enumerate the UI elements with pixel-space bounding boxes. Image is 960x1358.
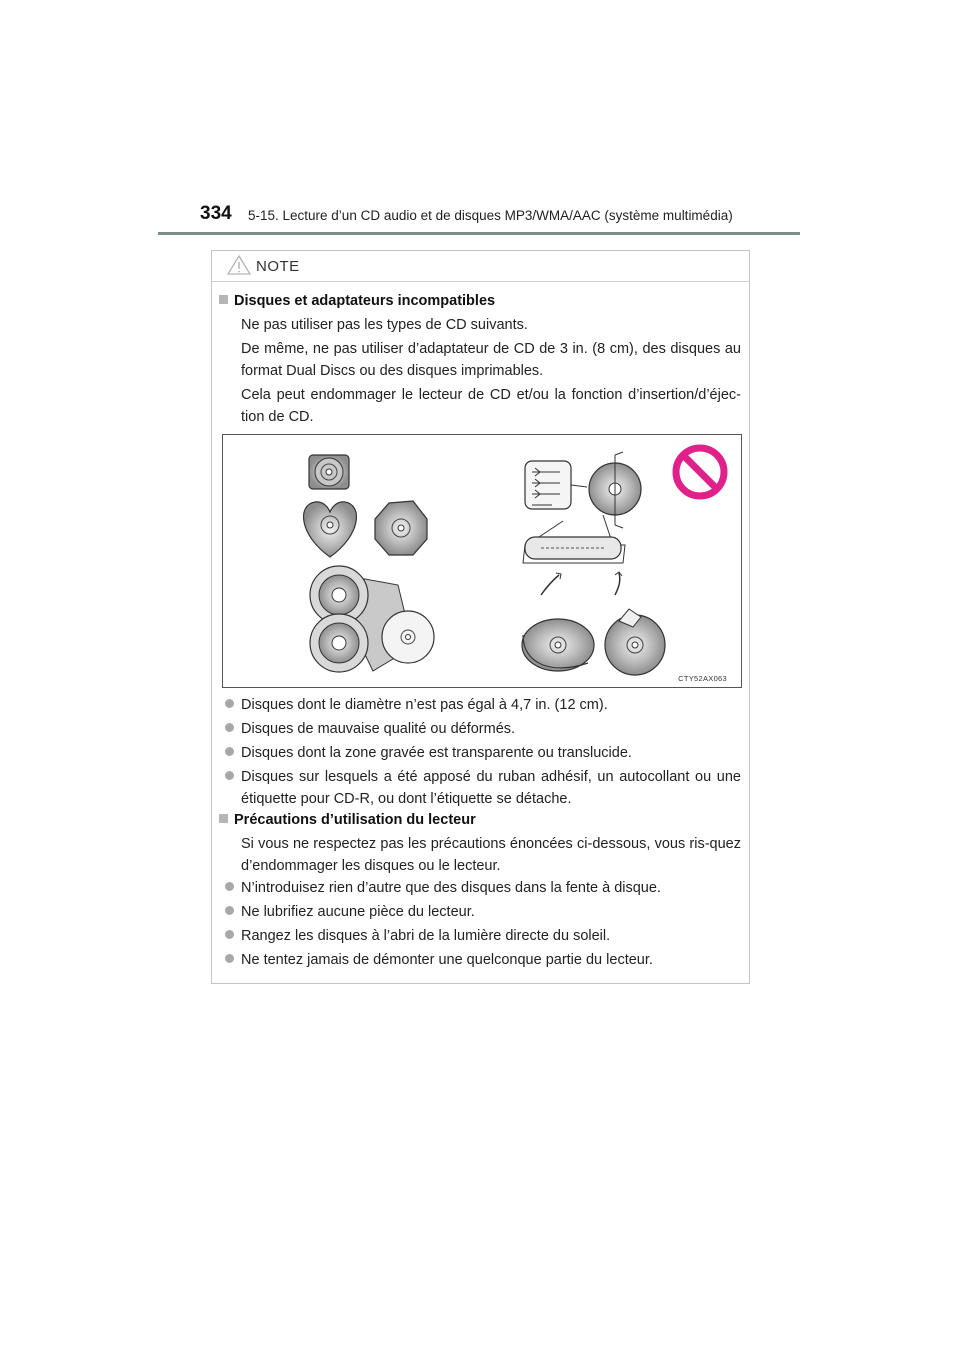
adapter-disc-icon (310, 566, 434, 672)
list-item: Disques de mauvaise qualité ou déformés. (225, 718, 745, 740)
peeling-label-disc-icon (605, 572, 665, 675)
section-square-icon (219, 814, 228, 823)
section-title-player-precautions: Précautions d’utilisation du lecteur (219, 812, 476, 828)
illustration-drawing (223, 435, 741, 687)
paragraph: Si vous ne respectez pas les précautions énoncées ci-dessous, vous ris-quez d’endommager les disques ou le lecteur. (241, 836, 741, 874)
incompatible-discs-illustration (222, 434, 742, 688)
page-header (200, 203, 800, 233)
page-number: 334 (200, 203, 232, 224)
heart-disc-icon (304, 502, 357, 557)
illustration-code: CTY52AX063 (678, 674, 727, 683)
bullet-icon (225, 930, 234, 939)
note-header (212, 251, 749, 282)
header-rule (158, 232, 800, 235)
paragraph: Cela peut endommager le lecteur de CD et/ou la fonction d’insertion/d’éjec-tion de CD. (241, 387, 741, 425)
list-item: Ne lubrifiez aucune pièce du lecteur. (225, 901, 745, 923)
bullet-icon (225, 723, 234, 732)
bullet-icon (225, 771, 234, 780)
list-item: Disques sur lesquels a été apposé du ruban adhésif, un autocollant ou une étiquette pour CD-R, ou dont l’étiquette se détache. (225, 766, 745, 810)
section-square-icon (219, 295, 228, 304)
bullet-icon (225, 954, 234, 963)
list-item: Ne tentez jamais de démonter une quelconque partie du lecteur. (225, 949, 745, 971)
running-title: 5-15. Lecture d’un CD audio et de disques MP3/WMA/AAC (système multimédia) (248, 208, 733, 223)
note-box (211, 250, 750, 984)
paragraph: Ne pas utiliser pas les types de CD suivants. (241, 317, 528, 333)
list-item: N’introduisez rien d’autre que des disques dans la fente à disque. (225, 877, 745, 899)
section-title-incompatible-discs: Disques et adaptateurs incompatibles (219, 293, 495, 309)
bullet-icon (225, 699, 234, 708)
bullet-icon (225, 747, 234, 756)
warped-disc-icon (522, 573, 594, 671)
list-item: Disques dont le diamètre n’est pas égal à 4,7 in. (12 cm). (225, 694, 745, 716)
note-label: NOTE (256, 258, 300, 275)
dual-disc-icon (523, 452, 641, 563)
octagon-disc-icon (375, 501, 427, 555)
bullet-icon (225, 882, 234, 891)
bullet-icon (225, 906, 234, 915)
paragraph: De même, ne pas utiliser d’adaptateur de CD de 3 in. (8 cm), des disques au format Dual Discs ou des disques imprimables. (241, 341, 741, 379)
warning-triangle-icon (227, 255, 251, 275)
list-item: Rangez les disques à l’abri de la lumière directe du soleil. (225, 925, 745, 947)
square-disc-icon (309, 455, 349, 489)
prohibition-icon (676, 448, 724, 496)
list-item: Disques dont la zone gravée est transparente ou translucide. (225, 742, 745, 764)
